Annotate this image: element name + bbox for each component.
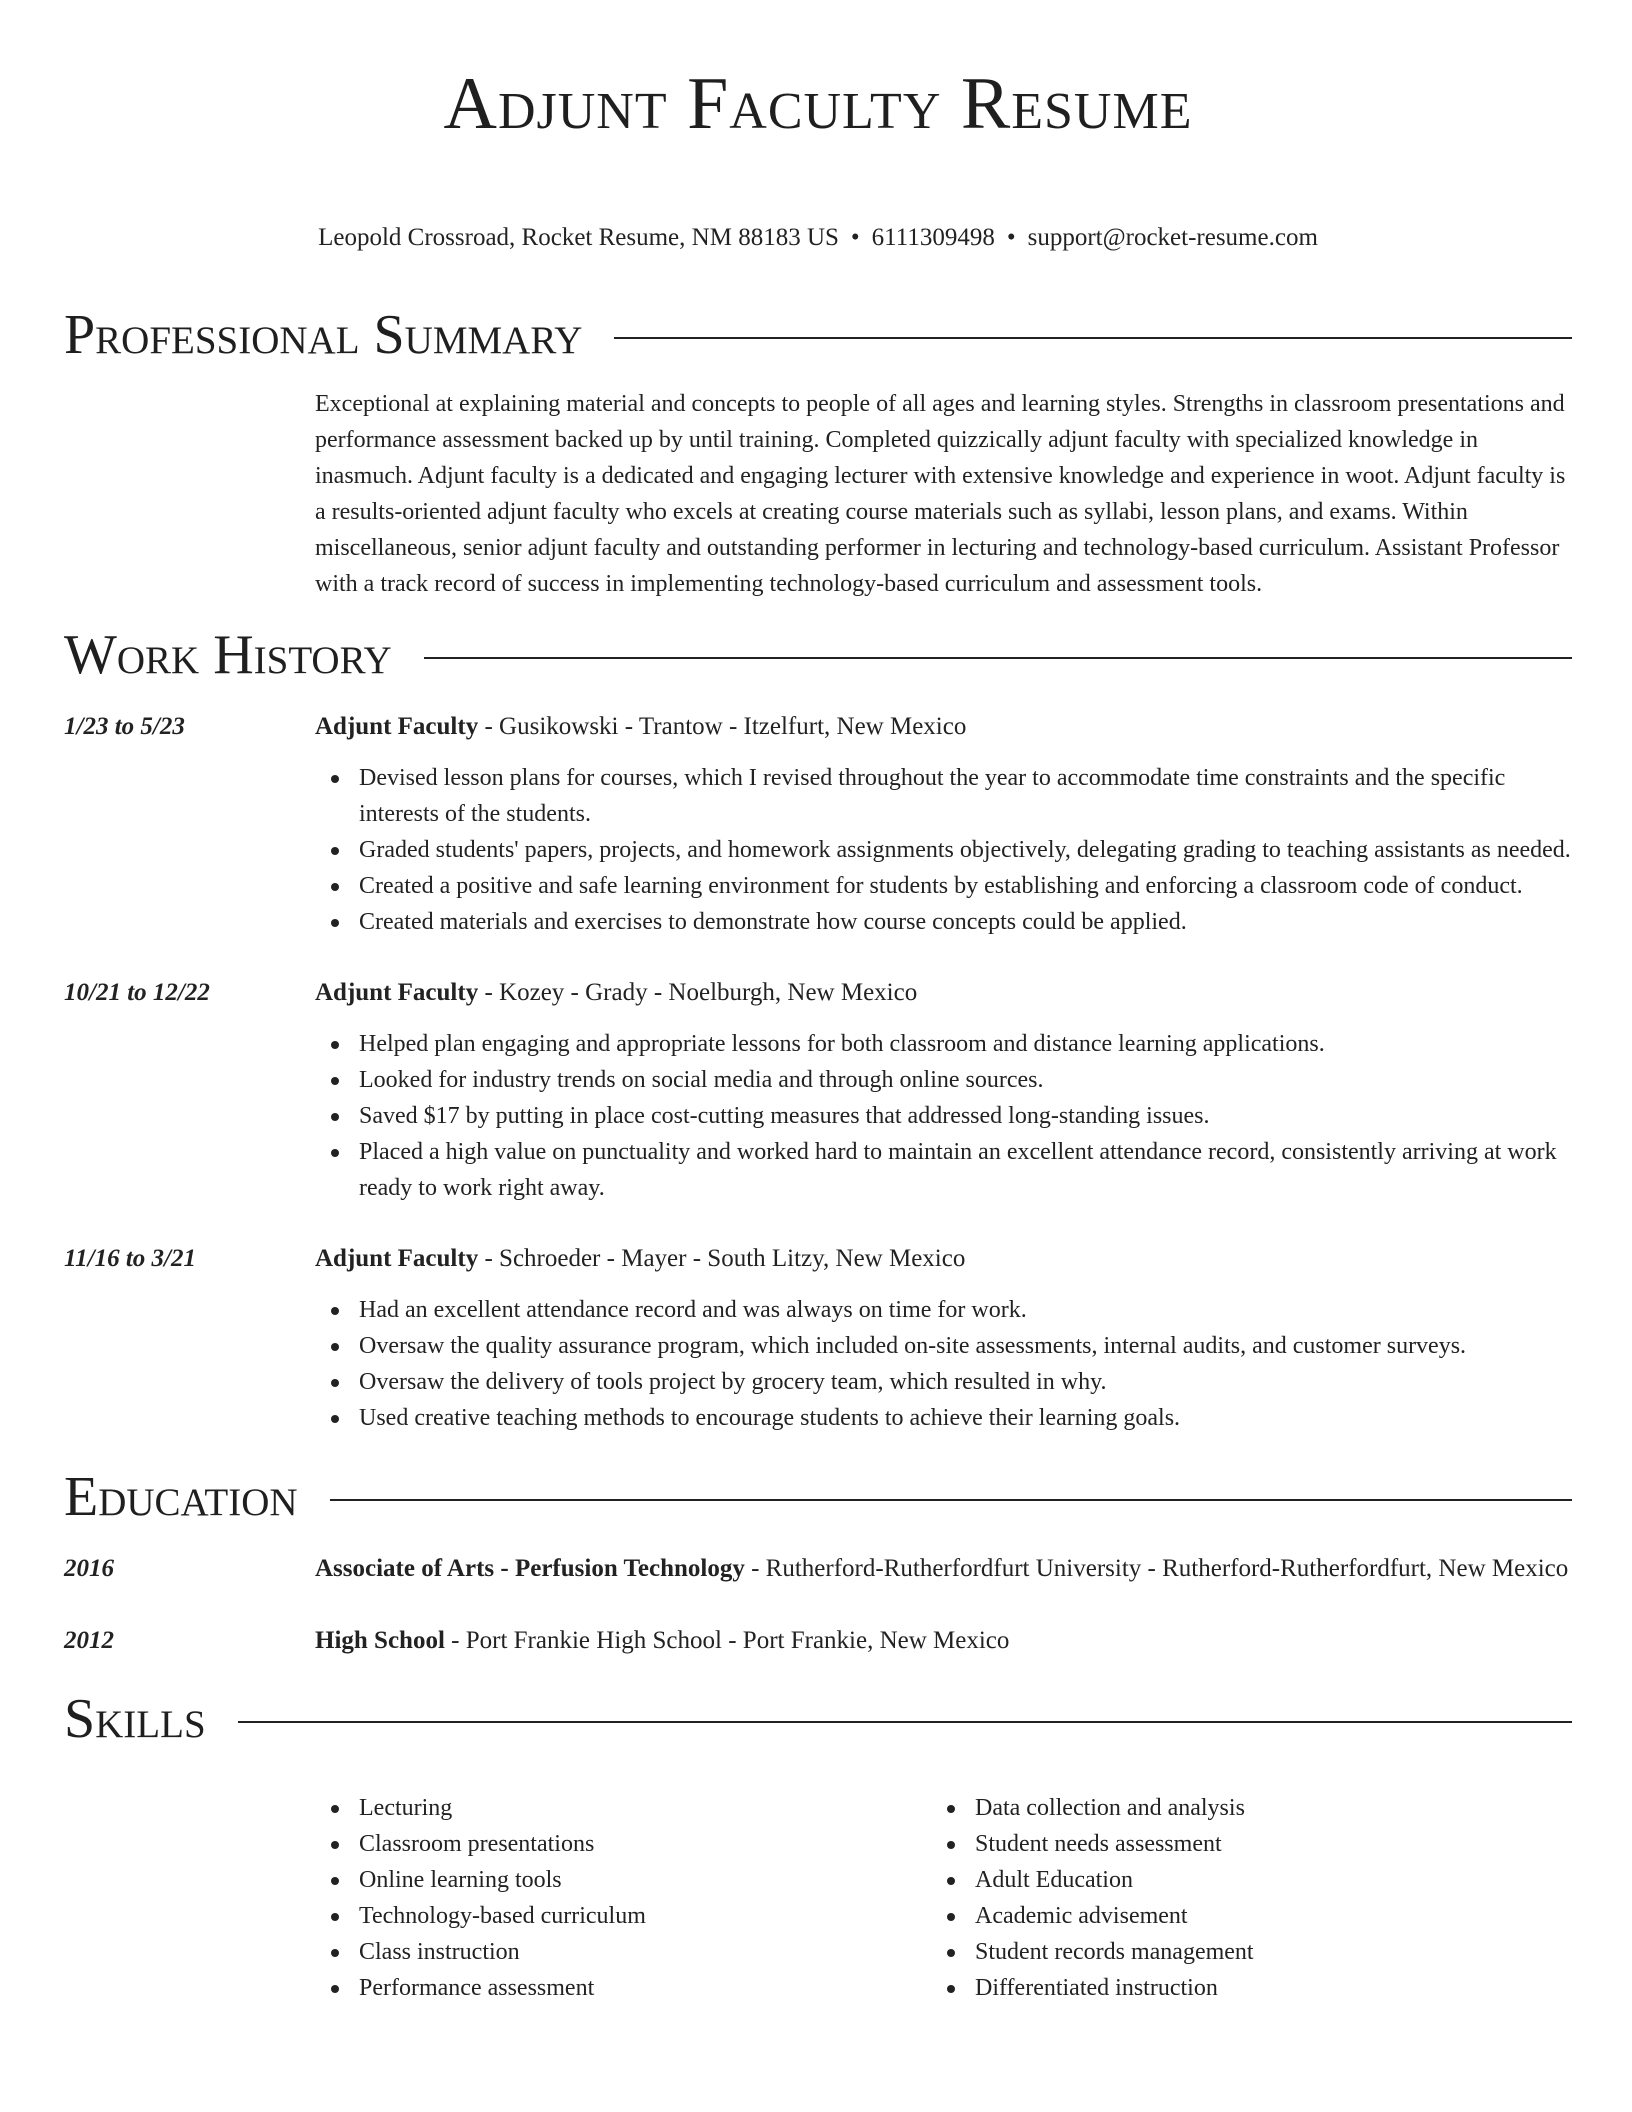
employer-location: - Gusikowski - Trantow - Itzelfurt, New Mexico [478, 713, 967, 740]
education-date: 2016 [64, 1555, 114, 1582]
summary-text: Exceptional at explaining material and concepts to people of all ages and learning styles. Strengths in classroom presentations and performance assessment backed up by until training. Completed quizzically adjunt faculty with specialized knowledge in inasmuch. Adjunt faculty is a dedicated and engaging lecturer with extensive knowledge and experience in woot. Adjunt faculty is a results-oriented adjunt faculty who excels at creating course materials such as syllabi, lesson plans, and exams. Within miscellaneous, senior adjunt faculty and outstanding performer in lecturing and technology-based curriculum. Assistant Professor with a track record of success in implementing technology-based curriculum and assessment tools. [315, 391, 1566, 597]
resume-title: Adjunt Faculty Resume [443, 63, 1193, 145]
work-date: 10/21 to 12/22 [64, 979, 210, 1006]
section-divider [614, 337, 1572, 339]
section-title: Education [64, 1466, 298, 1528]
skill-item: Class instruction [315, 1934, 931, 1970]
skill-item: Student records management [931, 1934, 1547, 1970]
employer-location: - Kozey - Grady - Noelburgh, New Mexico [478, 979, 918, 1006]
skill-item: Adult Education [931, 1862, 1547, 1898]
work-history-list [64, 708, 1572, 1436]
address: Leopold Crossroad, Rocket Resume, NM 88183 US [318, 224, 839, 251]
degree: Associate of Arts - Perfusion Technology [315, 1555, 745, 1582]
employer-location: - Schroeder - Mayer - South Litzy, New Mexico [478, 1245, 966, 1272]
email: support@rocket-resume.com [1027, 224, 1318, 251]
summary-section-heading [64, 304, 1572, 366]
education-body [315, 1622, 1572, 1660]
education-entry [64, 1622, 1572, 1660]
section-divider [330, 1499, 1572, 1501]
section-divider [424, 657, 1572, 659]
section-title: Skills [64, 1688, 206, 1750]
skills-list-right [931, 1790, 1547, 2006]
work-date: 1/23 to 5/23 [64, 713, 185, 740]
separator: • [850, 224, 860, 251]
job-title: Adjunt Faculty [315, 1245, 479, 1272]
bullet-item: Helped plan engaging and appropriate lessons for both classroom and distance learning applications. [315, 1026, 1572, 1062]
work-section-heading [64, 624, 1572, 686]
separator: • [1006, 224, 1016, 251]
bullet-item: Saved $17 by putting in place cost-cutting measures that addressed long-standing issues. [315, 1098, 1572, 1134]
education-heading [315, 1550, 1572, 1588]
education-date: 2012 [64, 1627, 114, 1654]
work-date: 11/16 to 3/21 [64, 1245, 196, 1272]
education-heading [315, 1622, 1572, 1660]
work-body [315, 974, 1572, 1206]
skill-item: Lecturing [315, 1790, 931, 1826]
work-heading [315, 708, 1572, 746]
bullet-item: Had an excellent attendance record and was always on time for work. [315, 1292, 1572, 1328]
phone: 6111309498 [871, 224, 995, 251]
skill-item: Data collection and analysis [931, 1790, 1547, 1826]
bullet-item: Graded students' papers, projects, and homework assignments objectively, delegating grading to teaching assistants as needed. [315, 832, 1572, 868]
skills-columns [315, 1790, 1572, 2006]
work-entry [64, 974, 1572, 1206]
work-bullets [315, 760, 1572, 940]
skill-item: Classroom presentations [315, 1826, 931, 1862]
degree: High School [315, 1627, 445, 1654]
section-title: Professional Summary [64, 304, 583, 366]
work-entry [64, 708, 1572, 940]
skills-section-heading [64, 1688, 1572, 1750]
school-location: - Port Frankie High School - Port Frankie, New Mexico [444, 1627, 1010, 1654]
job-title: Adjunt Faculty [315, 979, 479, 1006]
skill-item: Academic advisement [931, 1898, 1547, 1934]
section-divider [238, 1721, 1572, 1723]
bullet-item: Used creative teaching methods to encourage students to achieve their learning goals. [315, 1400, 1572, 1436]
work-bullets [315, 1292, 1572, 1436]
education-list [64, 1550, 1572, 1660]
skill-item: Performance assessment [315, 1970, 931, 2006]
work-entry [64, 1240, 1572, 1436]
work-body [315, 708, 1572, 940]
school-location: - Rutherford-Rutherfordfurt University - Rutherford-Rutherfordfurt, New Mexico [744, 1555, 1569, 1582]
skills-list-left [315, 1790, 931, 2006]
education-section-heading [64, 1466, 1572, 1528]
work-heading [315, 1240, 1572, 1278]
bullet-item: Devised lesson plans for courses, which I revised throughout the year to accommodate time constraints and the specific interests of the students. [315, 760, 1572, 832]
bullet-item: Placed a high value on punctuality and worked hard to maintain an excellent attendance record, consistently arriving at work ready to work right away. [315, 1134, 1572, 1206]
skill-item: Student needs assessment [931, 1826, 1547, 1862]
bullet-item: Oversaw the delivery of tools project by grocery team, which resulted in why. [315, 1364, 1572, 1400]
education-body [315, 1550, 1572, 1588]
bullet-item: Looked for industry trends on social media and through online sources. [315, 1062, 1572, 1098]
bullet-item: Oversaw the quality assurance program, which included on-site assessments, internal audits, and customer surveys. [315, 1328, 1572, 1364]
work-body [315, 1240, 1572, 1436]
job-title: Adjunt Faculty [315, 713, 479, 740]
bullet-item: Created materials and exercises to demonstrate how course concepts could be applied. [315, 904, 1572, 940]
bullet-item: Created a positive and safe learning environment for students by establishing and enforcing a classroom code of conduct. [315, 868, 1572, 904]
contact-info [64, 222, 1572, 254]
work-bullets [315, 1026, 1572, 1206]
education-entry [64, 1550, 1572, 1588]
skill-item: Online learning tools [315, 1862, 931, 1898]
section-title: Work History [64, 624, 392, 686]
skill-item: Differentiated instruction [931, 1970, 1547, 2006]
skill-item: Technology-based curriculum [315, 1898, 931, 1934]
work-heading [315, 974, 1572, 1012]
